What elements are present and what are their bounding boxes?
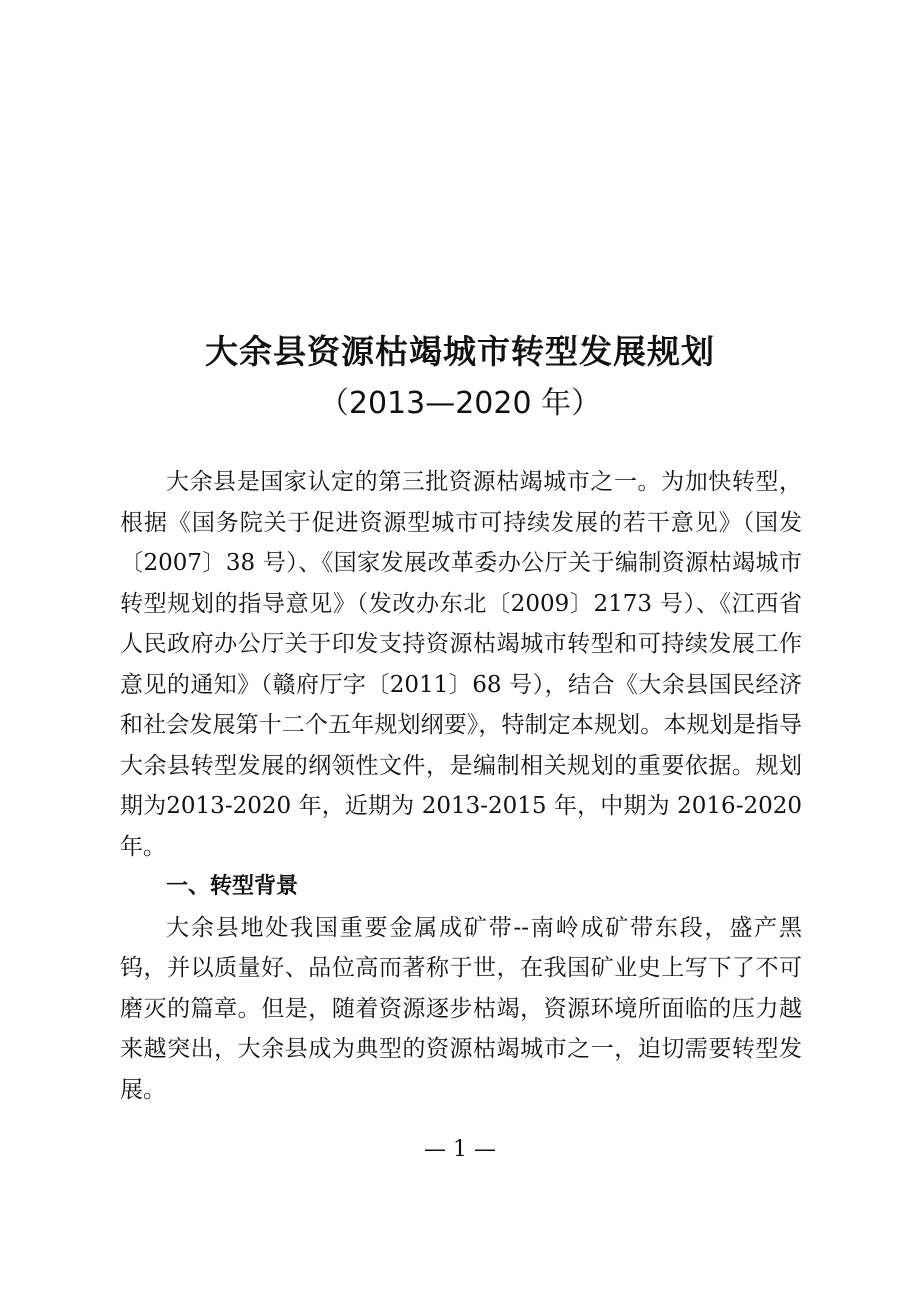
document-subtitle: （2013—2020 年） bbox=[318, 386, 602, 421]
section-heading-background: 一、转型背景 bbox=[166, 874, 299, 899]
document-title: 大余县资源枯竭城市转型发展规划 bbox=[205, 332, 715, 371]
document-body bbox=[120, 462, 802, 1110]
background-paragraph: 大余县地处我国重要金属成矿带--南岭成矿带东段，盛产黑钨，并以质量好、品位高而著称于世，在我国矿业史上写下了不可磨灭的篇章。但是，随着资源逐步枯竭，资源环境所面临的压力越来越突出，大余县成为典型的资源枯竭城市之一，迫切需要转型发展。 bbox=[120, 914, 802, 1103]
page-number: — 1 — bbox=[424, 1137, 496, 1162]
intro-paragraph: 大余县是国家认定的第三批资源枯竭城市之一。为加快转型，根据《国务院关于促进资源型城市可持续发展的若干意见》（国发〔2007〕38 号）、《国家发展改革委办公厅关于编制资源枯竭城市转型规划的指导意见》（发改办东北〔2009〕2173 号）、《江西省人民政府办公厅关于印发支持资源枯竭城市转型和可持续发展工作意见的通知》（赣府厅字〔2011〕68 号），结合《大余县国民经济和社会发展第十二个五年规划纲要》，特制定本规划。本规划是指导大余县转型发展的纲领性文件，是编制相关规划的重要依据。规划期为2013-2020 年，近期为 2013-2015 年，中期为 2016-2020 年。 bbox=[120, 469, 802, 860]
